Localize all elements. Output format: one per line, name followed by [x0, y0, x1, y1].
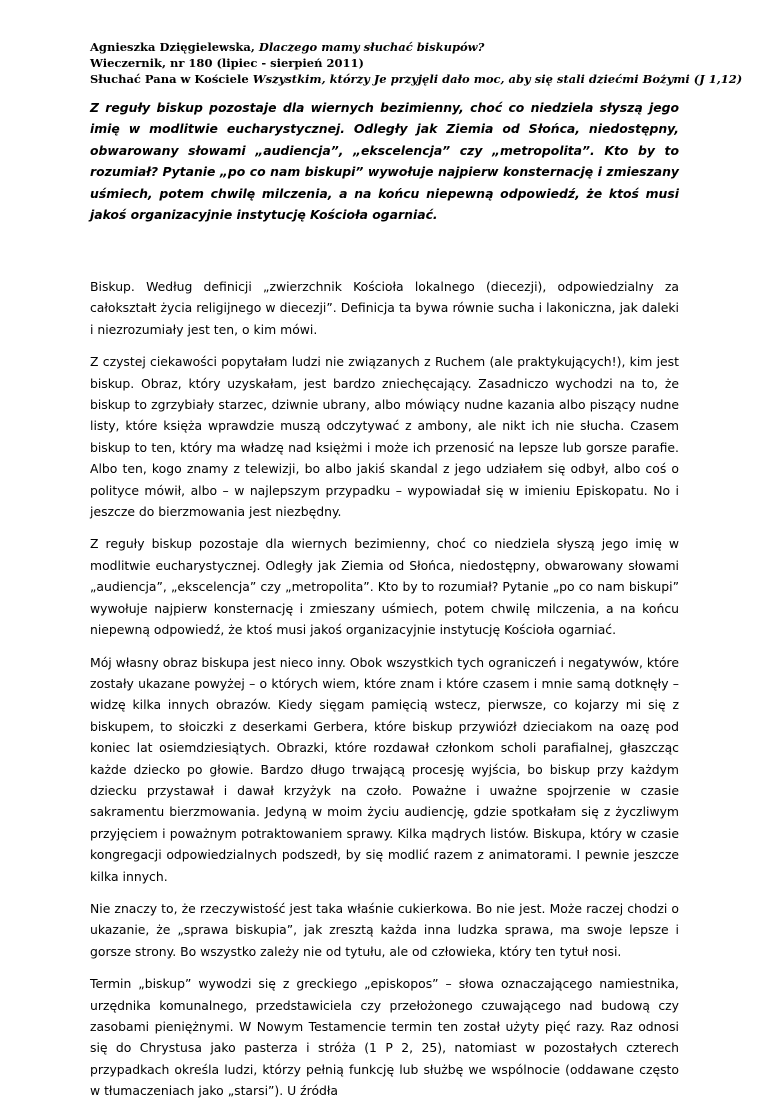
body-paragraph: Termin „biskup” wywodzi się z greckiego „episkopos” – słowa oznaczającego namiestnika, urzędnika komunalnego, przedstawiciela czy przełożonego czuwającego nad budową czy zasobami pieniężnymi. W Nowym Testamencie termin ten został użyty pięć razy. Raz odnosi się do Chrystusa jako pasterza i stróża (1 P 2, 25), natomiast w pozostałych czterech przypadkach określa ludzi, którzy pełnią funkcję lub służbę we wspólnocie (oddawane często w tłumaczeniach jako „starsi”). U źródła — [90, 976, 679, 1099]
author-name: Agnieszka Dzięgielewska, — [90, 40, 259, 54]
theme-label: Słuchać Pana w Kościele — [90, 72, 253, 86]
theme-quote: Wszystkim, którzy Je przyjęli dało moc, aby się stali dziećmi Bożymi (J 1,12) — [252, 72, 743, 86]
body-paragraph: Z reguły biskup pozostaje dla wiernych bezimienny, choć co niedziela słyszą jego imię w modlitwie eucharystycznej. Odległy jak Ziemia od Słońca, niedostępny, obwarowany słowami „audiencja”, „ekscelencja” czy „metropolita”. Kto by to rozumiał? Pytanie „po co nam biskupi” wywołuje najpierw konsternację i zmieszany uśmiech, potem chwilę milczenia, a na końcu niepewną odpowiedź, że ktoś musi jakoś organizacyjnie instytucję Kościoła ogarniać. — [90, 536, 679, 638]
body-paragraph: Biskup. Według definicji „zwierzchnik Kościoła lokalnego (diecezji), odpowiedzialny za całokształt życia religijnego w diecezji”. Definicja ta bywa równie sucha i lakoniczna, jak daleki i niezrozumiały jest ten, o kim mówi. — [90, 279, 679, 337]
theme-line — [90, 71, 743, 87]
article-title: Dlaczego mamy słuchać biskupów? — [258, 40, 485, 54]
body-paragraph: Nie znaczy to, że rzeczywistość jest taka właśnie cukierkowa. Bo nie jest. Może raczej chodzi o ukazanie, że „sprawa biskupia”, jak zresztą każda inna ludzka sprawa, ma swoje lepsze i gorsze strony. Bo wszystko zależy nie od tytułu, ale od człowieka, który ten tytuł nosi. — [90, 900, 679, 959]
body-paragraph: Mój własny obraz biskupa jest nieco inny. Obok wszystkich tych ograniczeń i negatywów, które zostały ukazane powyżej – o których wiem, które znam i które czasem i mnie samą dotknęły – widzę kilka innych obrazów. Kiedy sięgam pamięcią wstecz, pierwsze, co kojarzy mi się z biskupem, to słoiczki z deserkami Gerbera, które biskup przywiózł dzieciakom na oazę pod koniec lat osiemdziesiątych. Obrazki, które rozdawał członkom scholi parafialnej, głaszcząc każde dziecko po głowie. Bardzo długo trwającą procesję wyjścia, bo biskup przy każdym dziecku przystawał i dawał krzyżyk na czoło. Poważne i uważne spojrzenie w czasie sakramentu bierzmowania. Jedyną w moim życiu audiencję, gdzie spotkałam się z życzliwym przyjęciem i poważnym potraktowaniem sprawy. Kilka mądrych listów. Biskupa, który w czasie kongregacji odpowiedzialnych podszedł, by się modlić razem z animatorami. I pewnie jeszcze kilka innych. — [90, 654, 679, 884]
issue-line: Wieczernik, nr 180 (lipiec - sierpień 2011) — [90, 56, 364, 70]
author-line — [90, 39, 690, 55]
document-header — [90, 39, 743, 87]
lead-paragraph: Z reguły biskup pozostaje dla wiernych bezimienny, choć co niedziela słyszą jego imię w modlitwie eucharystycznej. Odległy jak Ziemia od Słońca, niedostępny, obwarowany słowami „audiencja”, „ekscelencja” czy „metropolita”. Kto by to rozumiał? Pytanie „po co nam biskupi” wywołuje najpierw konsternację i zmieszany uśmiech, potem chwilę milczenia, a na końcu niepewną odpowiedź, że ktoś musi jakoś organizacyjnie instytucję Kościoła ogarniać. — [90, 100, 679, 223]
article-body — [90, 276, 679, 1113]
body-paragraph: Z czystej ciekawości popytałam ludzi nie związanych z Ruchem (ale praktykujących!), kim jest biskup. Obraz, który uzyskałam, jest bardzo zniechęcający. Zasadniczo wychodzi na to, że biskup to zgrzybiały starzec, dziwnie ubrany, albo mówiący nudne kazania albo piszący nudne listy, które księża wprawdzie muszą odczytywać z ambony, ale nikt ich nie słucha. Czasem biskup to ten, który ma władzę nad księżmi i może ich przenosić na lepsze lub gorsze parafie. Albo ten, kogo znamy z telewizji, bo albo jakiś skandal z jego udziałem się odbył, albo coś o polityce mówił, albo – w najlepszym przypadku – wypowiadał się w imieniu Episkopatu. No i jeszcze do bierzmowania jest niezbędny. — [90, 354, 679, 520]
